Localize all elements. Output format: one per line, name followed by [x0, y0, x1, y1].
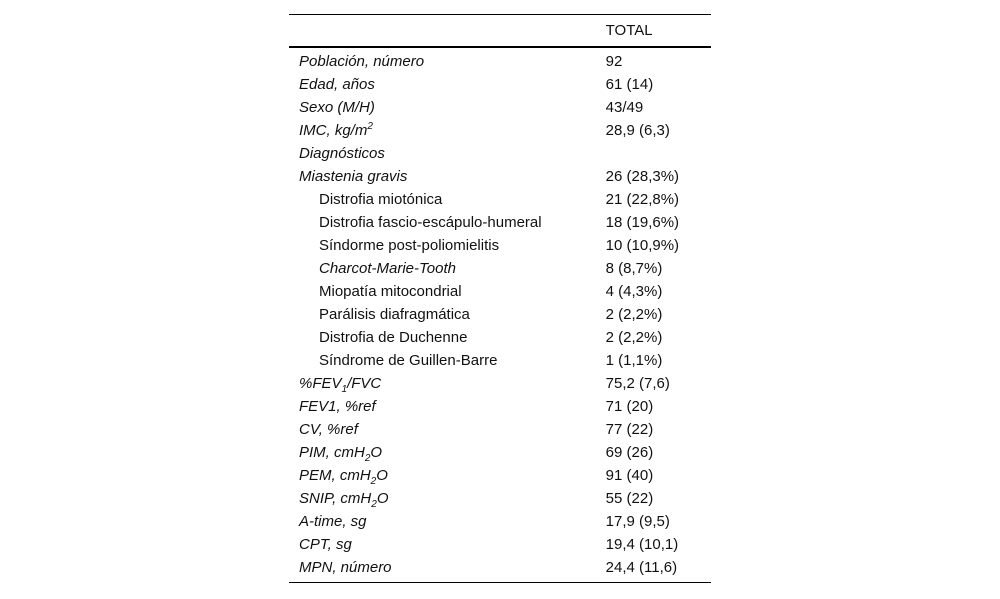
imc-label-text: IMC, kg/m — [299, 122, 368, 139]
imc-label-sup: 2 — [367, 121, 373, 132]
table-row — [289, 556, 711, 583]
header-total: TOTAL — [606, 15, 711, 48]
row-value-mpn: 24,4 (11,6) — [606, 556, 711, 583]
pim-post: O — [370, 444, 383, 461]
row-label-fev1: FEV1, %ref — [299, 398, 376, 415]
row-value-paralisis: 2 (2,2%) — [605, 306, 663, 323]
row-label-imc — [289, 119, 606, 142]
table-row — [289, 303, 711, 326]
row-label-paralisis: Parálisis diafragmática — [319, 306, 470, 323]
fev1-fvc-pre: %FEV — [299, 375, 342, 392]
row-label-edad: Edad, años — [299, 76, 375, 93]
table-row — [289, 96, 711, 119]
row-label-guillen: Síndrome de Guillen-Barre — [319, 352, 498, 369]
row-value-cpt: 19,4 (10,1) — [605, 536, 679, 553]
row-label-sexo: Sexo (M/H) — [299, 99, 375, 116]
table-row — [289, 257, 711, 280]
row-value-miastenia: 26 (28,3%) — [605, 168, 680, 185]
row-value-charcot: 8 (8,7%) — [605, 260, 663, 277]
row-label-miopatia: Miopatía mitocondrial — [319, 283, 462, 300]
row-label-pim — [289, 441, 606, 464]
row-value-duchenne: 2 (2,2%) — [605, 329, 663, 346]
row-label-snip — [289, 487, 606, 510]
table-row — [289, 211, 711, 234]
row-value-distrofia-miotonica: 21 (22,8%) — [605, 191, 680, 208]
row-label-pem — [289, 464, 606, 487]
row-value-fev1: 71 (20) — [605, 398, 654, 415]
snip-post: O — [376, 490, 389, 507]
row-value-pem: 91 (40) — [605, 467, 654, 484]
table-row — [289, 47, 711, 73]
snip-pre: SNIP, cmH — [299, 490, 372, 507]
row-label-sindorme-post: Síndorme post-poliomielitis — [319, 237, 500, 254]
row-label-charcot: Charcot-Marie-Tooth — [319, 260, 456, 277]
row-label-cpt: CPT, sg — [299, 536, 352, 553]
data-table-container — [289, 14, 711, 583]
row-value-miopatia: 4 (4,3%) — [605, 283, 663, 300]
row-label-distrofia-miotonica: Distrofia miotónica — [319, 191, 443, 208]
fev1-fvc-post: /FVC — [347, 375, 382, 392]
table-row — [289, 73, 711, 96]
table-row — [289, 234, 711, 257]
pem-post: O — [376, 467, 388, 484]
snip-sub: 2 — [371, 499, 377, 510]
row-value-sindorme-post: 10 (10,9%) — [605, 237, 680, 254]
table-row — [289, 142, 711, 165]
row-value-pim: 69 (26) — [605, 444, 654, 461]
row-value-poblacion: 92 — [605, 53, 623, 70]
row-label-cv: CV, %ref — [299, 421, 358, 438]
table-row — [289, 441, 711, 464]
table-row — [289, 188, 711, 211]
table-row — [289, 395, 711, 418]
table-row — [289, 533, 711, 556]
table-row — [289, 372, 711, 395]
row-label-fev1-fvc — [289, 372, 606, 395]
table-row — [289, 326, 711, 349]
row-value-sexo: 43/49 — [605, 99, 644, 116]
row-label-atime: A-time, sg — [299, 513, 367, 530]
row-label-miastenia: Miastenia gravis — [299, 168, 408, 185]
row-value-guillen: 1 (1,1%) — [605, 352, 663, 369]
row-label-mpn: MPN, número — [289, 556, 606, 583]
row-value-fev1-fvc: 75,2 (7,6) — [605, 375, 670, 392]
row-label-distrofia-fascio: Distrofia fascio-escápulo-humeral — [319, 214, 542, 231]
table-header — [289, 15, 711, 48]
pem-pre: PEM, cmH — [299, 467, 371, 484]
header-label-cell — [289, 15, 606, 48]
table-row — [289, 349, 711, 372]
table-row — [289, 165, 711, 188]
pim-pre: PIM, cmH — [299, 444, 365, 461]
row-label-duchenne: Distrofia de Duchenne — [319, 329, 468, 346]
table-row — [289, 510, 711, 533]
table-row — [289, 464, 711, 487]
row-value-snip: 55 (22) — [605, 490, 654, 507]
table-row — [289, 280, 711, 303]
row-value-distrofia-fascio: 18 (19,6%) — [605, 214, 680, 231]
table-row — [289, 418, 711, 441]
table-row — [289, 119, 711, 142]
row-value-atime: 17,9 (9,5) — [605, 513, 670, 530]
clinical-characteristics-table — [289, 14, 711, 583]
row-label-poblacion: Población, número — [299, 53, 425, 70]
row-label-diagnosticos: Diagnósticos — [299, 145, 385, 162]
row-value-imc: 28,9 (6,3) — [605, 122, 670, 139]
row-value-cv: 77 (22) — [605, 421, 654, 438]
pim-sub: 2 — [364, 453, 371, 464]
table-row — [289, 487, 711, 510]
pem-sub: 2 — [370, 476, 377, 487]
row-value-edad: 61 (14) — [605, 76, 654, 93]
header-row — [289, 15, 711, 48]
row-value-diagnosticos — [606, 142, 711, 165]
fev1-fvc-sub: 1 — [341, 384, 348, 395]
table-body — [289, 47, 711, 583]
